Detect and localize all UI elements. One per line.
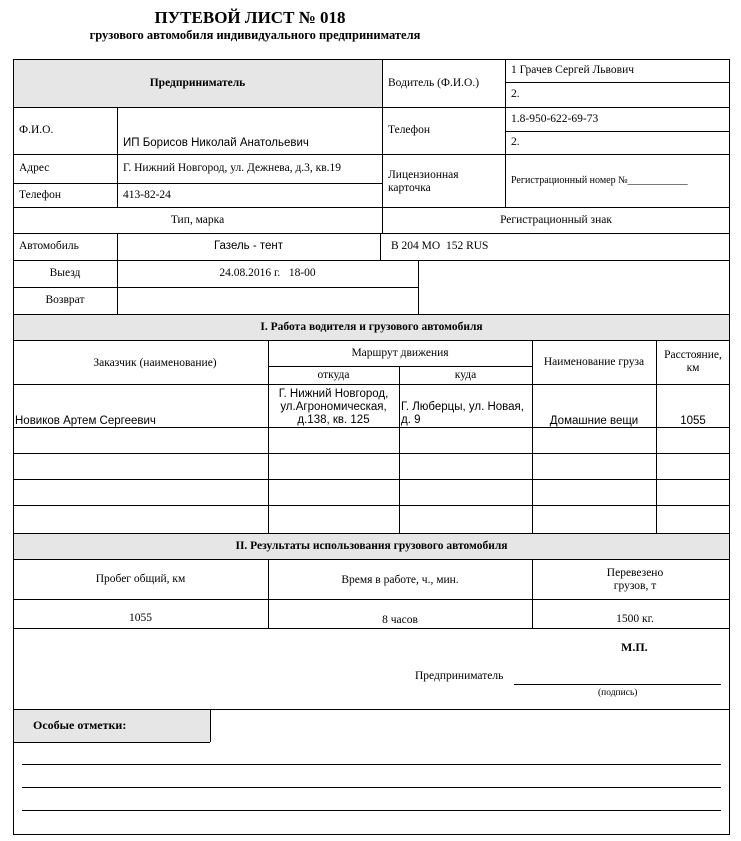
signature-hint: (подпись) [598,688,638,698]
col-from: откуда [317,368,350,381]
notes-line-3[interactable] [22,810,721,811]
page-subtitle: грузового автомобиля индивидуального предпринимателя [89,28,421,42]
driver-phone-label: Телефон [388,124,431,136]
row-from: Г. Нижний Новгород, ул.Агрономическая, д.138, кв. 125 [278,387,389,426]
col-cargo: Наименование груза [543,355,645,368]
transported-value: 1500 кг. [616,612,654,625]
entrepreneur-signature-label: Предприниматель [415,670,504,682]
departure-value: 24.08.2016 г. 18-00 [219,267,316,279]
fio-label: Ф.И.О. [19,124,54,136]
driver-phone-1: 1.8-950-622-69-73 [511,112,599,125]
page-title: ПУТЕВОЙ ЛИСТ № 018 [154,8,346,27]
col-mileage: Пробег общий, км [95,572,186,585]
section1-title: I. Работа водителя и грузового автомобиля [260,320,483,333]
driver-line-1: 1 Грачев Сергей Львович [511,64,635,76]
reg-sign-header: Регистрационный знак [500,213,612,226]
driver-label: Водитель (Ф.И.О.) [388,76,480,89]
col-route: Маршрут движения [351,346,449,359]
phone-value: 413-82-24 [123,188,171,201]
return-label: Возврат [45,294,85,306]
col-to: куда [454,368,477,381]
departure-label: Выезд [49,267,81,279]
notes-line-1[interactable] [22,764,721,765]
driver-phone-2: 2. [511,136,520,148]
col-customer: Заказчик (наименование) [93,356,217,369]
stamp-mark: М.П. [621,640,648,654]
address-value: Г. Нижний Новгород, ул. Дежнева, д.3, кв.19 [123,162,342,174]
signature-line [514,684,721,685]
car-label: Автомобиль [19,240,79,252]
license-card-label: Лицензионная карточка [388,169,459,194]
row-to: Г. Люберцы, ул. Новая, д. 9 [401,401,524,426]
mileage-value: 1055 [129,611,152,624]
notes-line-2[interactable] [22,787,721,788]
vehicle-type-header: Тип, марка [170,213,225,226]
row-cargo: Домашние вещи [549,414,639,427]
section2-title: II. Результаты использования грузового автомобиля [235,539,508,552]
entrepreneur-section-label: Предприниматель [149,76,246,89]
fio-value: ИП Борисов Николай Анатольевич [123,137,309,149]
car-value: Газель - тент [213,240,284,252]
driver-line-2: 2. [511,88,520,100]
row-customer: Новиков Артем Сергеевич [15,414,156,427]
col-transported: Перевезено грузов, т [606,567,664,592]
col-distance: Расстояние, км [664,349,722,374]
address-label: Адрес [19,162,50,174]
phone-label: Телефон [19,188,62,201]
row-distance: 1055 [680,414,706,427]
special-notes-label: Особые отметки: [33,718,127,732]
col-work-time: Время в работе, ч., мин. [341,573,459,586]
work-time-value: 8 часов [382,613,418,626]
reg-number-label: Регистрационный номер №____________ [511,175,688,186]
plate-value: В 204 МО 152 RUS [391,240,489,252]
